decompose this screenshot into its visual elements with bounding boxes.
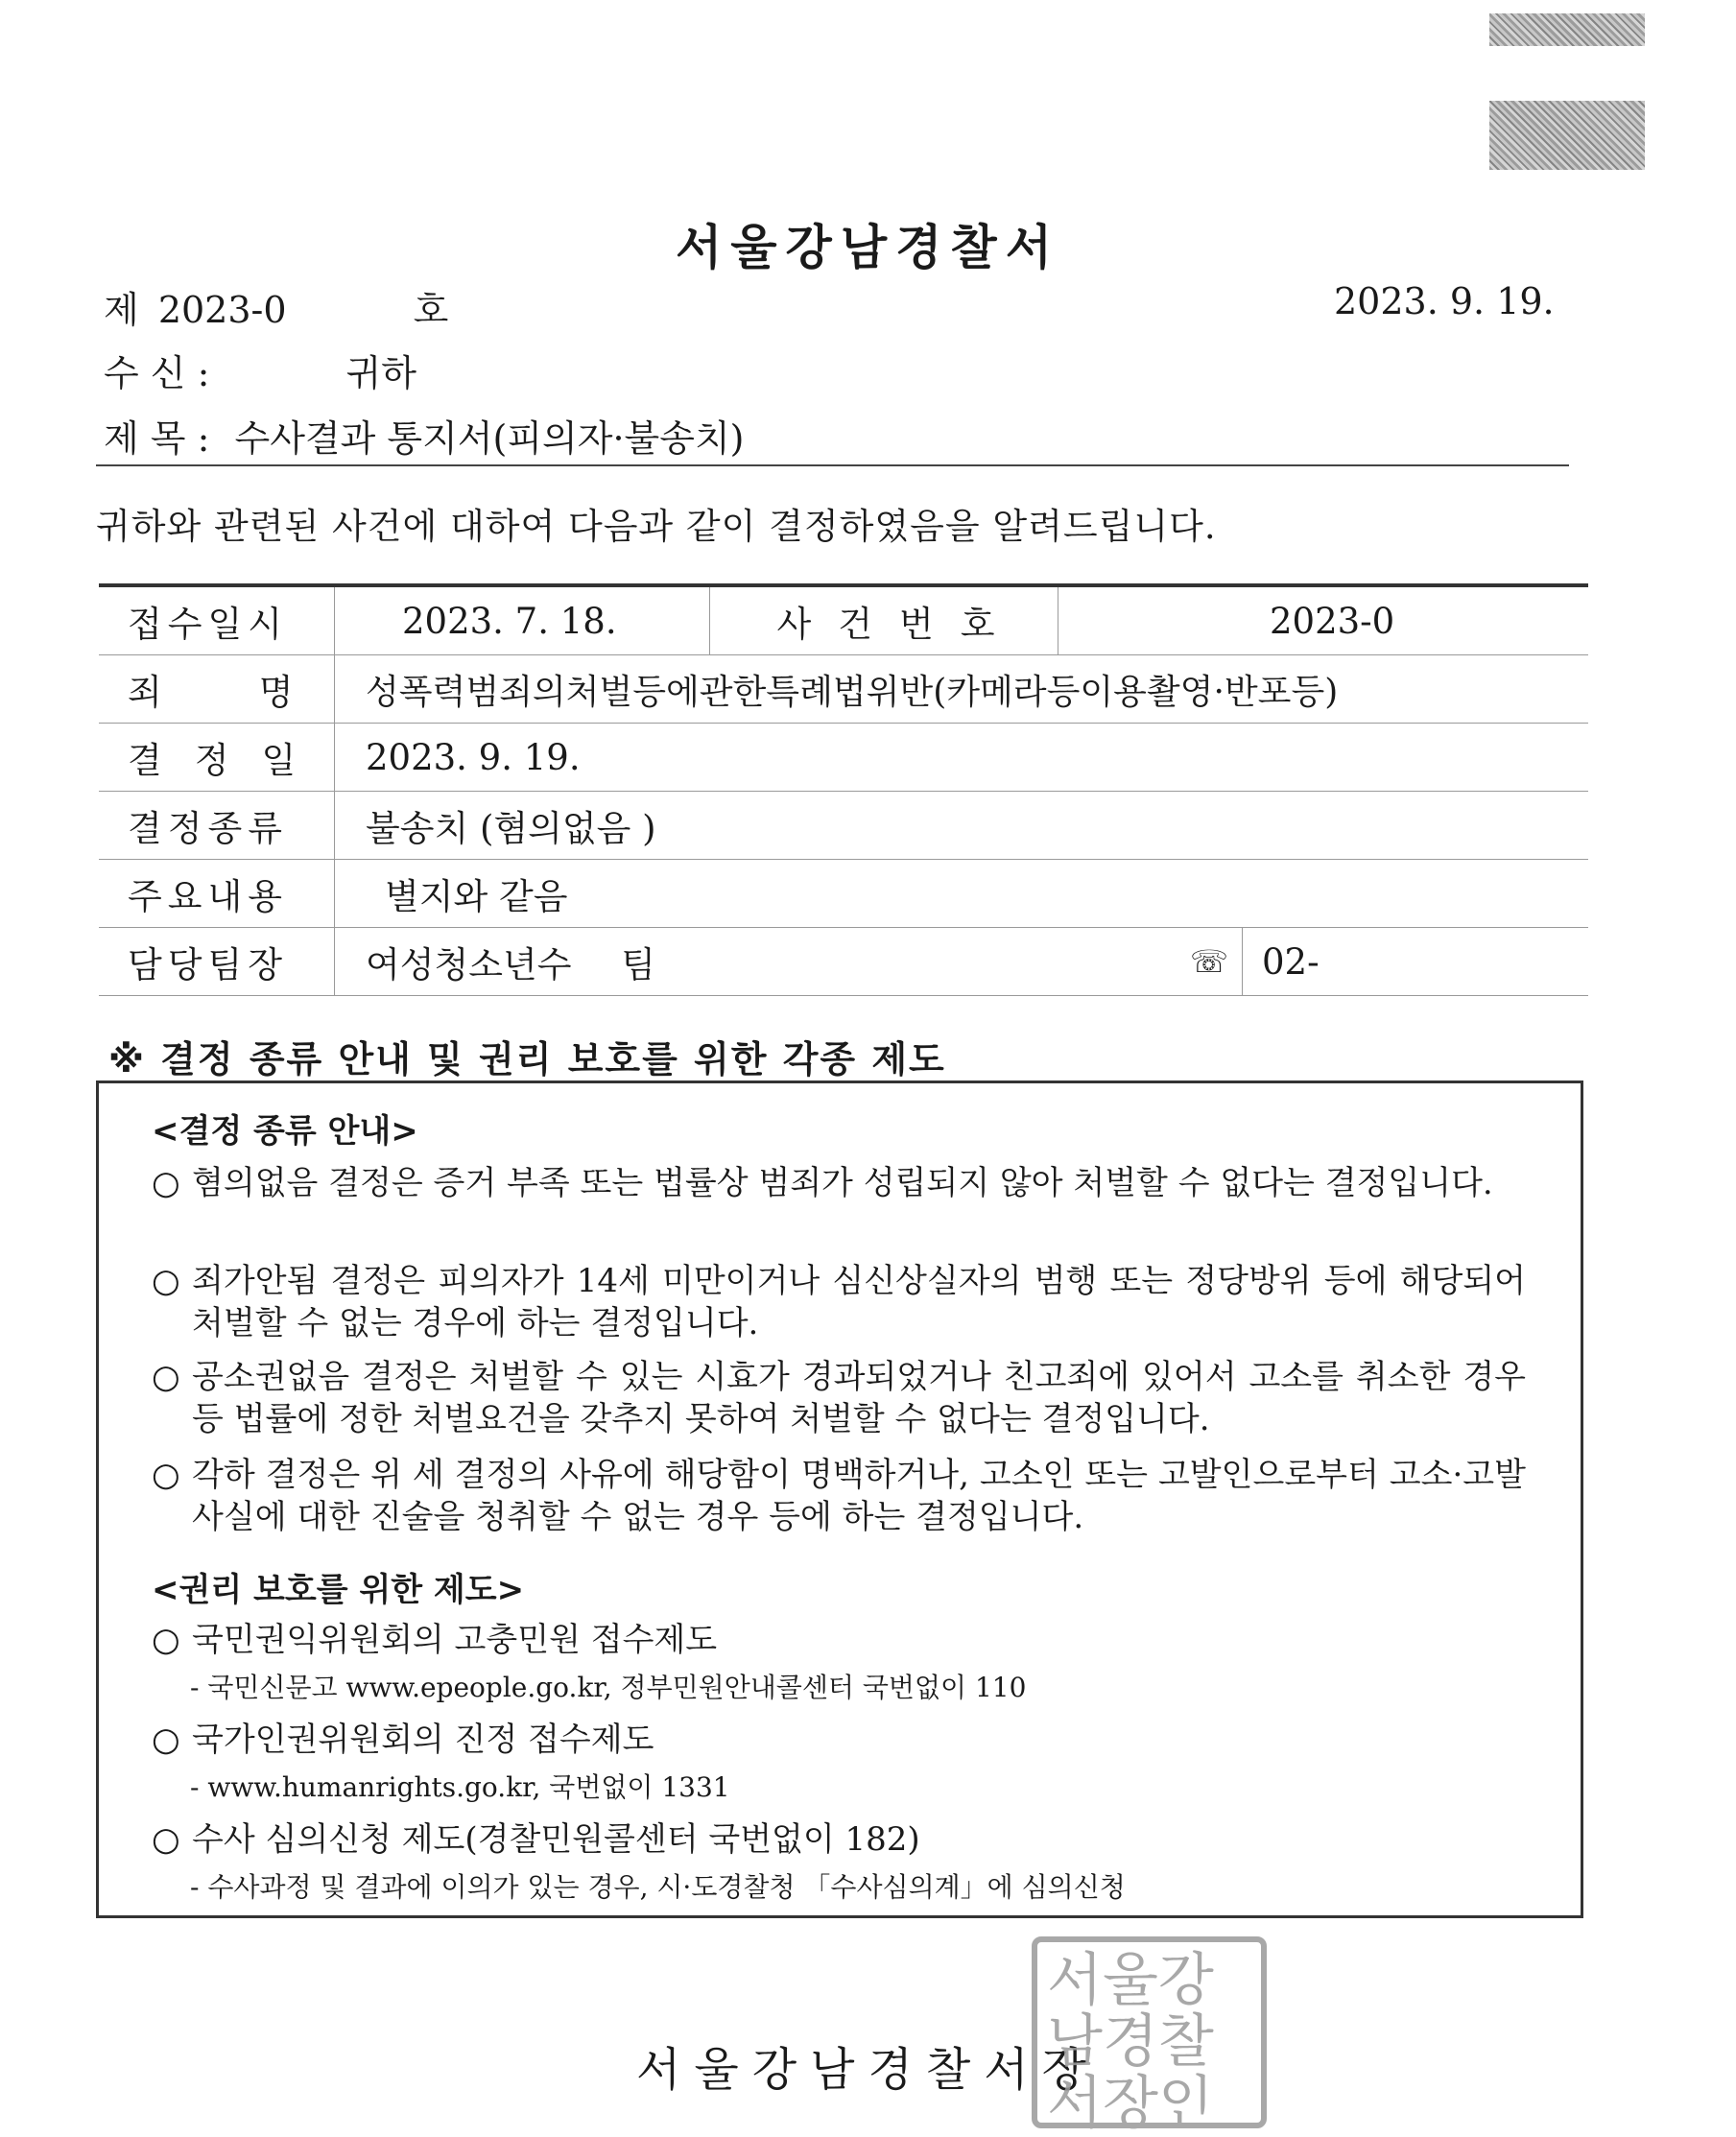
table-row [99,585,1588,655]
decision-types-heading: <결정 종류 안내> [152,1112,418,1151]
bullet-icon: ○ [152,1456,180,1494]
table-row [99,860,1588,928]
guide-box [96,1080,1583,1918]
bullet-icon: ○ [152,1820,180,1859]
table-row [99,928,1588,996]
main-content-label: 주요내용 [99,860,335,928]
bullet-icon: ○ [152,1358,180,1396]
subject: 제 목 : 수사결과 통지서(피의자·불송치) [104,417,745,460]
main-content-value: 별지와 같음 [335,860,1589,928]
list-item: ○ 수사 심의신청 제도(경찰민원콜센터 국번없이 182) [152,1820,920,1859]
decision-date-label: 결정일 [99,724,335,792]
page-title: 서울강남경찰서 [675,219,1061,275]
document-date: 2023. 9. 19. [1334,280,1555,322]
rights-detail: - 수사과정 및 결과에 이의가 있는 경우, 시·도경찰청 「수사심의계」에 심의신청 [190,1871,1126,1903]
redacted-block-top [1489,13,1645,46]
list-item: ○ 혐의없음 결정은 증거 부족 또는 법률상 범죄가 성립되지 않아 처벌할 수 없다는 결정입니다. [152,1164,1493,1202]
rights-detail: - 국민신문고 www.epeople.go.kr, 정부민원안내콜센터 국번없이 110 [190,1672,1027,1703]
document-number: 제 2023-0 호 [104,289,449,331]
intro-text: 귀하와 관련된 사건에 대하여 다음과 같이 결정하였음을 알려드립니다. [96,506,1217,547]
recipient: 수 신 : 귀하 [104,352,416,394]
received-label: 접수일시 [99,585,335,655]
bullet-icon: ○ [152,1262,180,1300]
team-suffix: 팀 [621,944,655,985]
team-label: 담당팀장 [99,928,335,996]
team-value: 여성청소년수 [366,944,572,985]
case-number-label: 사건번호 [710,585,1058,655]
table-row [99,792,1588,860]
rights-detail: - www.humanrights.go.kr, 국번없이 1331 [190,1771,730,1803]
section-title: ※ 결정 종류 안내 및 권리 보호를 위한 각종 제도 [108,1038,946,1080]
rights-heading: <권리 보호를 위한 제도> [152,1571,525,1609]
list-item: ○ 국민권익위원회의 고충민원 접수제도 [152,1621,718,1659]
list-item: ○ 죄가안됨 결정은 피의자가 14세 미만이거나 심신상실자의 범행 또는 정당방위 등에 해당되어 처벌할 수 없는 경우에 하는 결정입니다. [152,1262,1526,1342]
table-row [99,724,1588,792]
bullet-icon: ○ [152,1721,180,1759]
case-info-table [99,583,1588,996]
charge-label: 죄 명 [99,655,335,724]
decision-date-value: 2023. 9. 19. [335,724,1589,792]
case-number-value: 2023-0 [1058,585,1589,655]
received-value: 2023. 7. 18. [335,585,710,655]
redacted-block-barcode [1489,101,1645,170]
phone-icon: ☏ [1190,943,1229,980]
footer-signature: 서울강남경찰서장 [636,2043,1100,2097]
team-value-cell [335,928,1589,996]
phone-cell [1190,928,1588,995]
charge-value: 성폭력범죄의처벌등에관한특례법위반(카메라등이용촬영·반포등) [335,655,1589,724]
list-item: ○ 국가인권위원회의 진정 접수제도 [152,1721,654,1759]
bullet-icon: ○ [152,1621,180,1659]
decision-type-label: 결정종류 [99,792,335,860]
phone-value: 02- [1262,940,1320,983]
decision-type-value: 불송치 (혐의없음 ) [335,792,1589,860]
list-item: ○ 각하 결정은 위 세 결정의 사유에 해당함이 명백하거나, 고소인 또는 고발인으로부터 고소·고발 사실에 대한 진술을 청취할 수 없는 경우 등에 하는 결정입니다. [152,1456,1526,1536]
list-item: ○ 공소권없음 결정은 처벌할 수 있는 시효가 경과되었거나 친고죄에 있어서 고소를 취소한 경우 등 법률에 정한 처벌요건을 갖추지 못하여 처벌할 수 없다는 결정입니다. [152,1358,1526,1438]
official-seal: 서울강남경찰서장인 [1032,1936,1267,2128]
bullet-icon: ○ [152,1164,180,1202]
table-row [99,655,1588,724]
header-divider [96,464,1569,466]
